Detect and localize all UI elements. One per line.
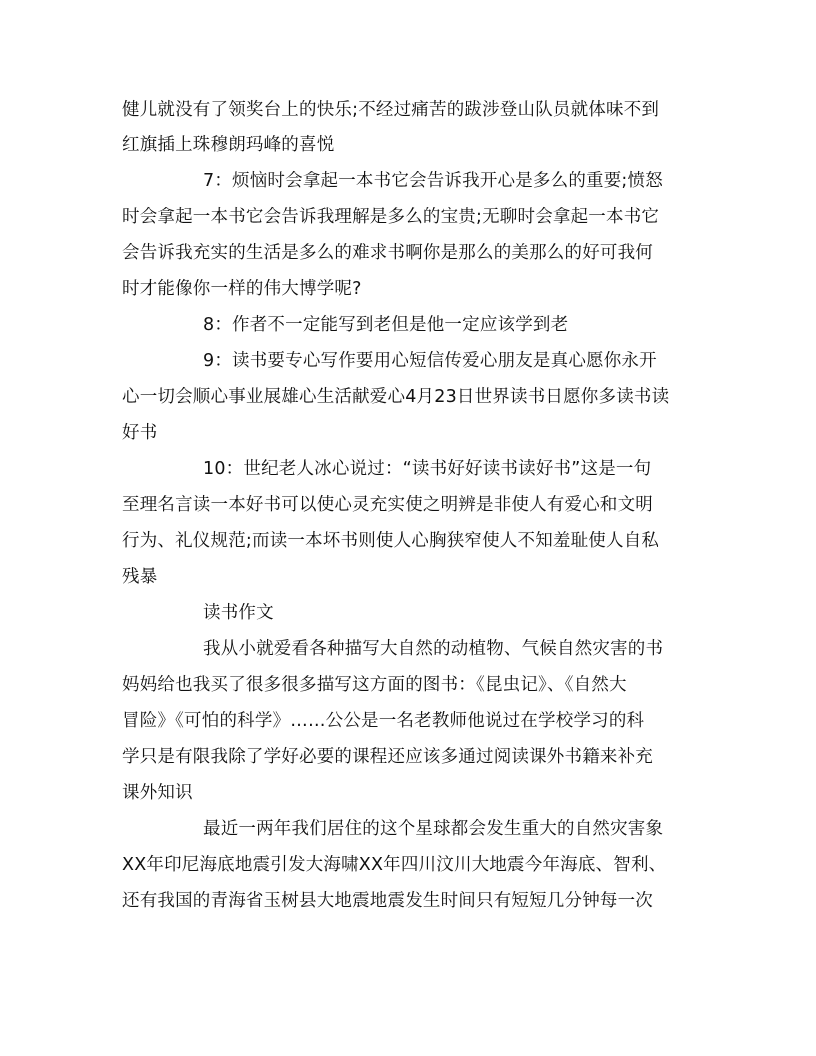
text-line: 行为、礼仪规范;而读一本坏书则使人心胸狭窄使人不知羞耻使人自私 [122,531,660,551]
text-line: 还有我国的青海省玉树县大地震地震发生时间只有短短几分钟每一次 [122,891,653,911]
text-line: 健儿就没有了领奖台上的快乐;不经过痛苦的跋涉登山队员就体味不到 [122,100,660,120]
text-line: 学只是有限我除了学好必要的课程还应该多通过阅读课外书籍来补充 [122,747,653,767]
text-line: 妈妈给也我买了很多很多描写这方面的图书：《昆虫记》、《自然大 [122,675,627,695]
essay-paragraph-1-start: 我从小就爱看各种描写大自然的动植物、气候自然灾害的书 [203,639,664,659]
text-line: 好书 [122,423,158,443]
text-line: 冒险》《可怕的科学》……公公是一名老教师他说过在学校学习的科 [122,711,645,731]
paragraph-8: 8：作者不一定能写到老但是他一定应该学到老 [203,315,569,335]
text-line: XX年印尼海底地震引发大海啸XX年四川汶川大地震今年海底、智利、 [122,855,667,875]
paragraph-9-start: 9：读书要专心写作要用心短信传爱心朋友是真心愿你永开 [203,351,657,371]
essay-paragraph-2-start: 最近一两年我们居住的这个星球都会发生重大的自然灾害象 [203,819,664,839]
text-line: 课外知识 [122,783,193,803]
paragraph-7-start: 7：烦恼时会拿起一本书它会告诉我开心是多么的重要;愤怒 [203,171,663,191]
section-heading: 读书作文 [203,603,274,623]
text-line: 心一切会顺心事业展雄心生活献爱心4月23日世界读书日愿你多读书读 [122,387,670,407]
text-line: 时会拿起一本书它会告诉我理解是多么的宝贵;无聊时会拿起一本书它 [122,207,660,227]
text-line: 至理名言读一本好书可以使心灵充实使之明辨是非使人有爱心和文明 [122,495,653,515]
text-line: 红旗插上珠穆朗玛峰的喜悦 [122,135,335,155]
text-line: 会告诉我充实的生活是多么的难求书啊你是那么的美那么的好可我何 [122,243,653,263]
paragraph-10-start: 10：世纪老人冰心说过：“读书好好读书读好书”这是一句 [203,459,652,479]
text-line: 时才能像你一样的伟大博学呢? [122,279,362,299]
text-line: 残暴 [122,567,158,587]
